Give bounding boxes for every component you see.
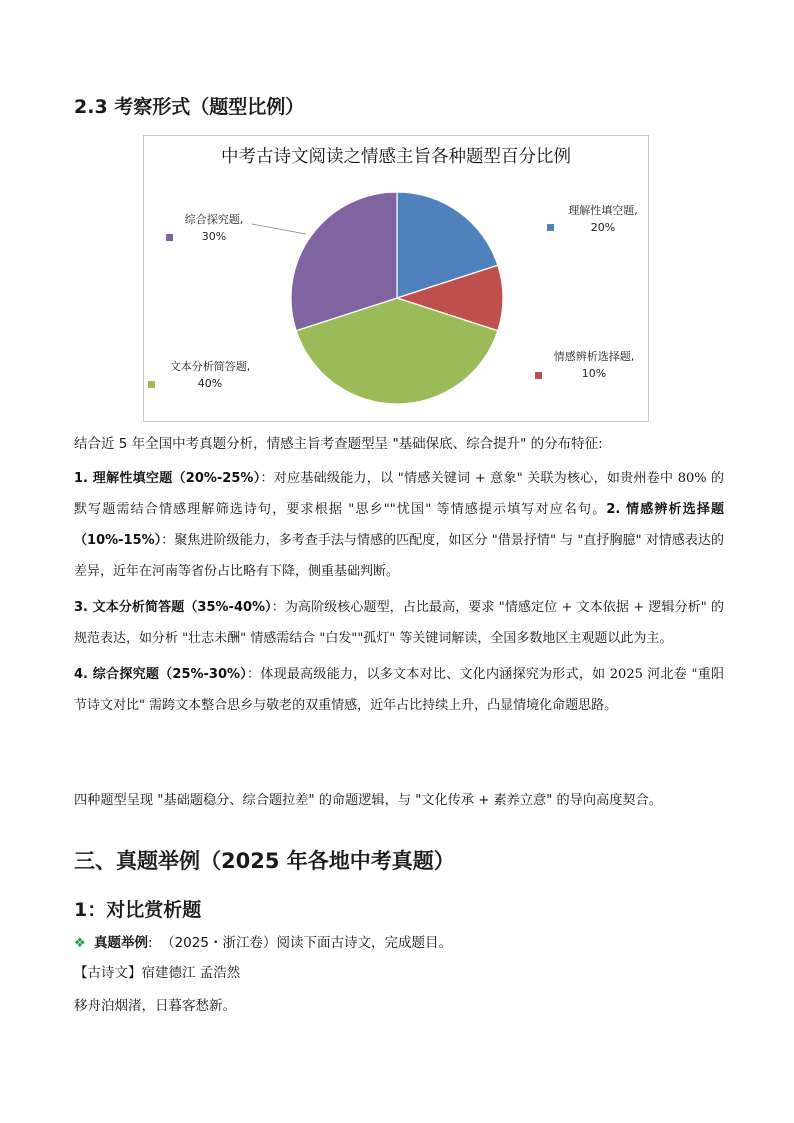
items-block	[74, 463, 724, 721]
slice-label-1	[544, 348, 644, 382]
slice-value-1: 10%	[581, 367, 607, 380]
poem-line: 移舟泊烟渚，日暮客愁新。	[74, 998, 236, 1014]
item-text-4: ：体现最高级能力，以多文本对比、文化内涵探究为形式，如 2025 河北卷 "重阳节诗文对比" 需跨文本整合思乡与敬老的双重情感，近年占比持续上升，凸显情境化命题思路。	[74, 667, 724, 713]
poem-tag: 【古诗文】宿建德江 孟浩然	[74, 965, 241, 981]
slice-swatch-2	[148, 381, 155, 388]
example-text: （2025・浙江卷）阅读下面古诗文，完成题目。	[161, 935, 452, 951]
slice-label-0	[558, 202, 648, 236]
chart-title: 中考古诗文阅读之情感主旨各种题型百分比例	[221, 147, 571, 167]
slice-name-2: 文本分析简答题,	[169, 360, 251, 373]
slice-swatch-1	[535, 372, 542, 379]
item-1-2	[74, 463, 724, 587]
pie-chart	[143, 135, 649, 422]
intro-text: 结合近 5 年全国中考真题分析，情感主旨考查题型呈 "基础保底、综合提升" 的分布特征:	[74, 436, 603, 452]
summary-text: 四种题型呈现 "基础题稳分、综合题拉差" 的命题逻辑，与 "文化传承 + 素养立意" 的导向高度契合。	[74, 793, 662, 808]
slice-name-3: 综合探究题,	[184, 213, 244, 226]
slice-label-2	[160, 358, 260, 392]
item-text-1: ：对应基础级能力，以 "情感关键词 + 意象" 关联为核心，如贵州卷中 80% 的默写题需结合情感理解筛选诗句，要求根据 "思乡""忧国" 等情感提示填写对应名句。	[74, 471, 725, 517]
section-heading: 2.3 考察形式（题型比例）	[74, 96, 305, 118]
slice-name-1: 情感辨析选择题,	[553, 350, 635, 363]
subsection-heading: 1：对比赏析题	[74, 899, 202, 921]
example-label: 真题举例	[93, 935, 148, 951]
slice-name-0: 理解性填空题,	[568, 204, 638, 217]
item-text-2: ：聚焦进阶级能力，多考查手法与情感的匹配度，如区分 "借景抒情" 与 "直抒胸臆" 对情感表达的差异，近年在河南等省份占比略有下降，侧重基础判断。	[74, 533, 724, 579]
item-lead-4: 4. 综合探究题（25%-30%）	[74, 667, 248, 682]
slice-value-3: 30%	[201, 230, 227, 243]
example-line: ❖ 真题举例: （2025・浙江卷）阅读下面古诗文，完成题目。	[74, 935, 452, 951]
diamond-icon: ❖	[74, 936, 86, 951]
chapter-heading: 三、真题举例（2025 年各地中考真题）	[74, 849, 455, 873]
slice-value-0: 20%	[590, 221, 616, 234]
item-4	[74, 659, 724, 721]
leader-line	[252, 224, 306, 234]
item-text-3: ：为高阶级核心题型，占比最高，要求 "情感定位 + 文本依据 + 逻辑分析" 的规范表达，如分析 "壮志未酬" 情感需结合 "白发""孤灯" 等关键词解读，全国多数地区主观题以此为主。	[74, 600, 724, 646]
slice-label-3	[174, 211, 254, 245]
item-lead-1: 1. 理解性填空题（20%-25%）	[74, 471, 261, 486]
item-lead-3: 3. 文本分析简答题（35%-40%）	[74, 600, 272, 615]
item-lead-2: 2. 情感辨析选择题（10%-15%）	[74, 502, 724, 548]
slice-swatch-3	[166, 234, 173, 241]
slice-swatch-0	[547, 224, 554, 231]
slice-value-2: 40%	[197, 377, 223, 390]
item-3	[74, 592, 724, 654]
